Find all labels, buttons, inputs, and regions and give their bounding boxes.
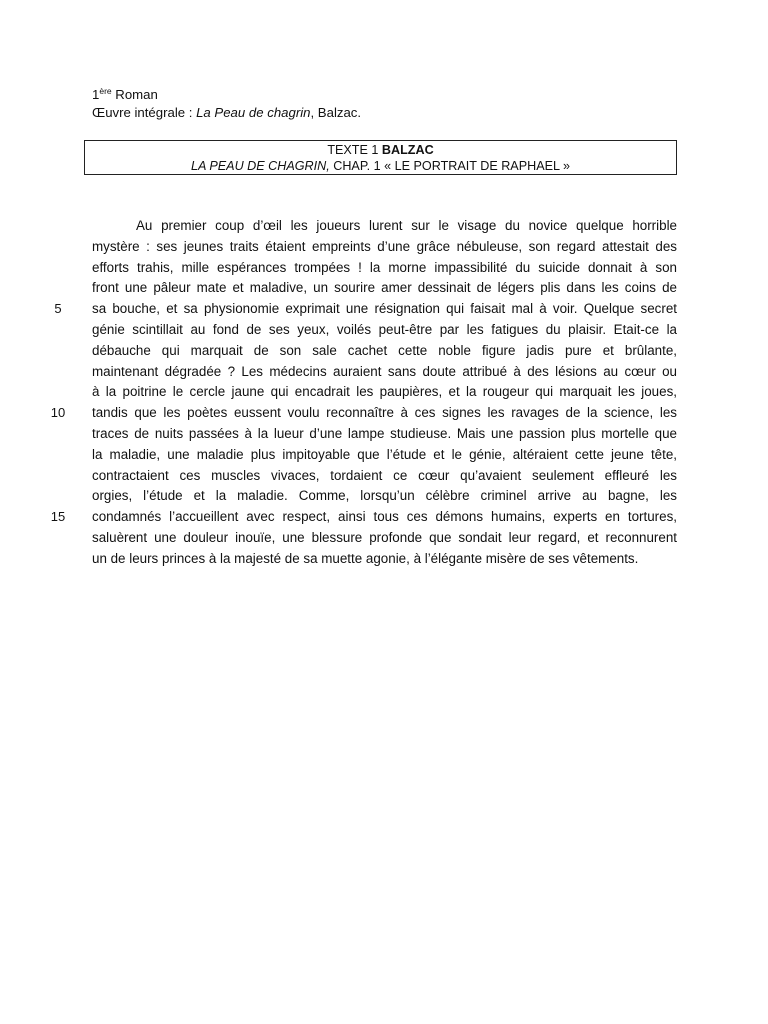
line-number: 5: [54, 301, 62, 317]
work-line: [92, 104, 361, 122]
work-prefix: Œuvre intégrale :: [92, 105, 197, 120]
passage-line: traces de nuits passées à la lueur d’une lampe studieuse. Mais une passion plus mortelle que: [92, 425, 677, 441]
class-level: [92, 86, 361, 104]
book-heading: [85, 158, 676, 174]
passage-text: [92, 216, 677, 570]
author-name: BALZAC: [381, 143, 434, 157]
passage-line: efforts trahis, mille espérances trompées ! la morne impassibilité du suicide donnait à son: [92, 259, 677, 275]
passage-line: un de leurs princes à la majesté de sa muette agonie, à l’élégante misère de ses vêtements.: [92, 550, 639, 566]
passage-line: condamnés l’accueillent avec respect, ainsi tous ces démons humains, experts en tortures,: [92, 509, 677, 525]
document-header: [92, 86, 361, 122]
passage-line: la maladie, une maladie plus impitoyable que l’étude et le génie, altéraient cette jeune tête,: [92, 446, 677, 462]
passage-line: saluèrent une douleur inouïe, une blessure profonde que sondait leur regard, et reconnurent: [92, 529, 677, 545]
level-number: 1: [92, 87, 100, 102]
line-number: 15: [50, 509, 66, 525]
work-title: La Peau de chagrin: [196, 105, 311, 120]
passage-line: orgies, l’étude et la maladie. Comme, lorsqu’un célèbre criminel arrive au bagne, les: [92, 488, 677, 504]
level-superscript: ère: [99, 86, 112, 96]
passage-line: contractaient ces muscles vivaces, tordaient ce cœur qu’avaient seulement effleuré les: [92, 467, 677, 483]
passage-line: débauche qui marquait de son sale cachet cette noble figure jadis pure et brûlante,: [92, 342, 677, 358]
passage-line: tandis que les poètes eussent voulu reconnaître à ces signes les ravages de la science, les: [92, 405, 677, 421]
passage-line: Au premier coup d’œil les joueurs lurent sur le visage du novice quelque horrible: [136, 218, 677, 233]
passage-line: sa bouche, et sa physionomie exprimait une résignation qui faisait mal à voir. Quelque secret: [92, 301, 677, 317]
passage-line: à la poitrine le cercle jaune qui encadrait les paupières, et la rougeur qui marquait les joues,: [92, 384, 677, 400]
line-number: 10: [50, 405, 66, 421]
book-title: LA PEAU DE CHAGRIN,: [190, 159, 330, 173]
work-suffix: , Balzac.: [310, 105, 362, 120]
text-heading: [85, 142, 676, 158]
passage-line: génie scintillait au fond de ses yeux, voilés peut-être par les fatigues du plaisir. Etait-ce la: [92, 321, 677, 337]
text-title-box: [84, 140, 677, 175]
passage-line: maintenant dégradée ? Les médecins auraient sans doute attribué à des lésions au cœur ou: [92, 363, 677, 379]
text-label: TEXTE 1: [327, 143, 382, 157]
chapter-title: CHAP. 1 « LE PORTRAIT DE RAPHAEL »: [329, 159, 571, 173]
passage-line: mystère : ses jeunes traits étaient empreints d’une grâce nébuleuse, son regard attestait des: [92, 238, 677, 254]
level-label: Roman: [111, 87, 158, 102]
passage-line: front une pâleur mate et maladive, un sourire amer dessinait de légers plis dans les coins de: [92, 280, 677, 296]
